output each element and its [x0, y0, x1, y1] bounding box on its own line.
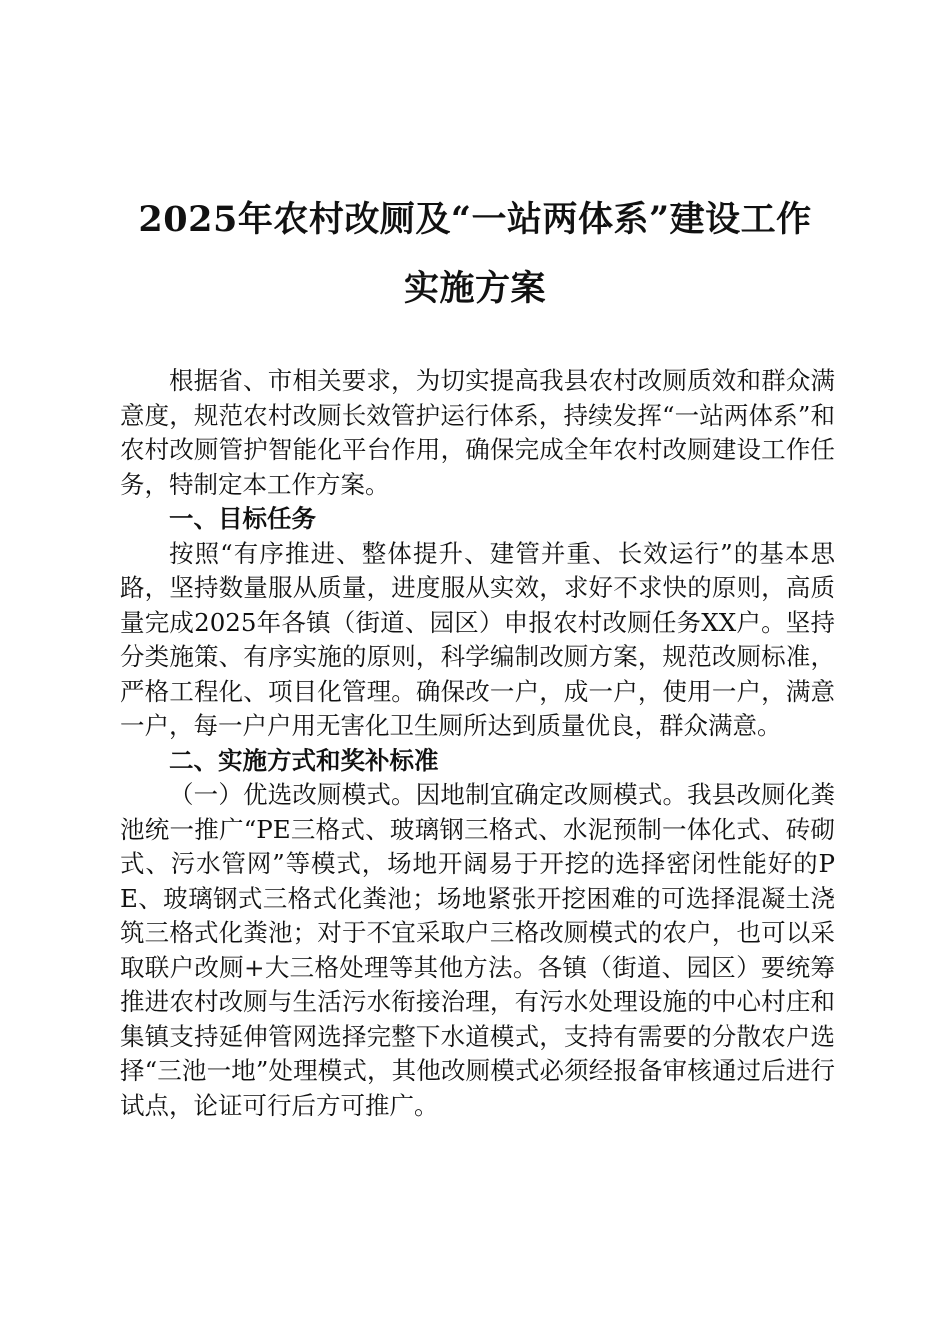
intro-paragraph: 根据省、市相关要求，为切实提高我县农村改厕质效和群众满意度，规范农村改厕长效管护运行体系，持续发挥“一站两体系”和农村改厕管护智能化平台作用，确保完成全年农村改厕建设工作任务，特制定本工作方案。 [120, 366, 835, 499]
section-2-heading: 二、实施方式和奖补标准 [169, 745, 439, 775]
section-1-heading: 一、目标任务 [169, 504, 316, 533]
section-1-paragraph: 按照“有序推进、整体提升、建管并重、长效运行”的基本思路，坚持数量服从质量，进度服从实效，求好不求快的原则，高质量完成2025年各镇（街道、园区）申报农村改厕任务XX户。坚持分类施策、有序实施的原则，科学编制改厕方案，规范改厕标准，严格工程化、项目化管理。确保改一户，成一户，使用一户，满意一户，每一户户用无害化卫生厕所达到质量优良，群众满意。 [120, 538, 835, 740]
document-body [120, 364, 835, 1123]
document-title-line-1: 2025年农村改厕及“一站两体系”建设工作 [138, 199, 812, 240]
section-2-subsection-1-paragraph: （一）优选改厕模式。因地制宜确定改厕模式。我县改厕化粪池统一推广“PE三格式、玻璃钢三格式、水泥预制一体化式、砖砌式、污水管网”等模式，场地开阔易于开挖的选择密闭性能好的PE、玻璃钢式三格式化粪池；场地紧张开挖困难的可选择混凝土浇筑三格式化粪池；对于不宜采取户三格改厕模式的农户，也可以采取联户改厕+大三格处理等其他方法。各镇（街道、园区）要统筹推进农村改厕与生活污水衔接治理，有污水处理设施的中心村庄和集镇支持延伸管网选择完整下水道模式，支持有需要的分散农户选择“三池一地”处理模式，其他改厕模式必须经报备审核通过后进行试点，论证可行后方可推广。 [120, 780, 835, 1120]
document-title-line-2: 实施方案 [403, 268, 546, 309]
